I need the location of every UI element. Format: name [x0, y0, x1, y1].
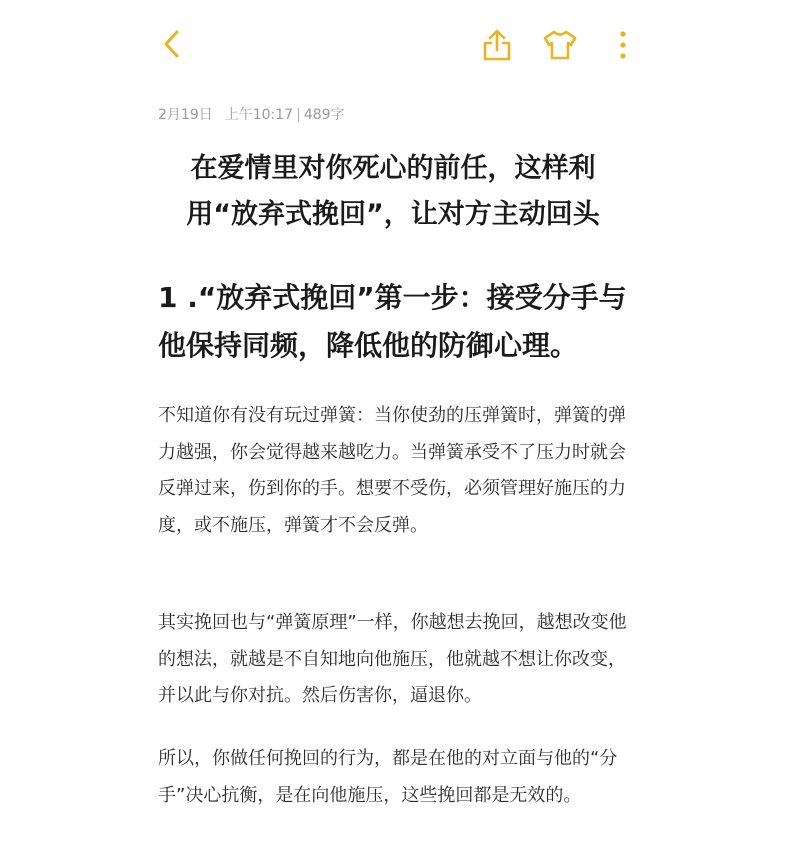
paragraph-3[interactable]: 所以，你做任何挽回的行为，都是在他的对立面与他的“分手”决心抗衡，是在向他施压，这些挽回都是无效的。	[158, 748, 618, 806]
note-title[interactable]: 在爱情里对你死心的前任，这样利用“放弃式挽回”，让对方主动回头	[186, 153, 600, 230]
note-time: 上午10:17	[224, 107, 294, 123]
note-word-count: 489字	[303, 107, 345, 123]
back-button[interactable]	[152, 24, 192, 64]
paragraph-1[interactable]: 不知道你有没有玩过弹簧：当你使劲的压弹簧时，弹簧的弹力越强，你会觉得越来越吃力。当弹簧承受不了压力时就会反弹过来，伤到你的手。想要不受伤，必须管理好施压的力度，或不施压，弹簧才不会反弹。	[158, 405, 626, 536]
paragraph-2[interactable]: 其实挽回也与“弹簧原理”一样，你越想去挽回，越想改变他的想法，就越是不自知地向他施压，他就越不想让你改变，并以此与你对抗。然后伤害你，逼退你。	[158, 612, 627, 707]
note-date: 2月19日	[158, 107, 213, 123]
more-vertical-icon	[619, 30, 627, 60]
meta-separator: |	[296, 107, 301, 123]
chevron-left-icon	[161, 29, 183, 59]
note-toolbar	[0, 0, 800, 90]
more-button[interactable]	[610, 24, 636, 66]
note-meta	[158, 104, 345, 124]
tshirt-icon	[542, 29, 578, 61]
share-icon	[481, 28, 513, 62]
share-button[interactable]	[476, 24, 518, 66]
skin-button[interactable]	[538, 24, 582, 66]
section-heading[interactable]: 1 .“放弃式挽回”第一步：接受分手与他保持同频，降低他的防御心理。	[158, 281, 627, 362]
